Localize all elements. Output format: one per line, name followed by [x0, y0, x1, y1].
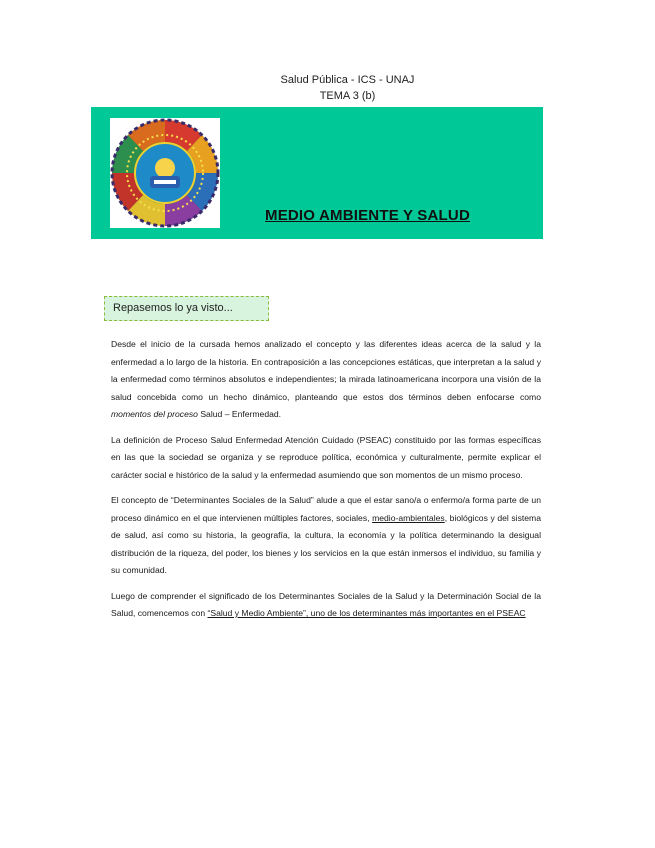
title-banner: [91, 107, 543, 239]
topic-title: TEMA 3 (b): [319, 90, 376, 102]
paragraph-health-concept: Desde el inicio de la cursada hemos analizado el concepto y las diferentes ideas acerca de la salud y la enfermedad a lo largo de la historia. En contraposición a las concepciones estáticas, que interpretan a la salud y la enfermedad como términos absolutos e independientes; la mirada latinoamericana incorpora una visión de la salud concebida como un hecho dinámico, planteando que estos dos términos deben enfocarse como momentos del proceso Salud – Enfermedad.: [111, 339, 541, 419]
review-callout: [104, 296, 269, 321]
paragraph-social-determinants: El concepto de “Determinantes Sociales de la Salud” alude a que el estar sano/a o enfermo/a forma parte de un proceso dinámico en el que intervienen múltiples factores, sociales, medio-ambientales, biológicos y del sistema de salud, así como su historia, la geografía, la cultura, la economía y la política determinando la desigual distribución de la riqueza, del poder, los bienes y los servicios en la que están inmersos el individuo, su familia y su comunidad.: [111, 495, 541, 575]
review-callout-label: Repasemos lo ya visto...: [113, 302, 233, 314]
university-logo-icon: [110, 118, 220, 228]
body-text: [111, 336, 541, 631]
underlined-emphasis: “Salud y Medio Ambiente”, uno de los determinantes más importantes en el PSEAC: [207, 608, 526, 618]
document-header: [0, 72, 655, 104]
underlined-term: medio-ambientales: [372, 512, 445, 523]
paragraph-pseac-definition: La definición de Proceso Salud Enfermedad Atención Cuidado (PSEAC) constituido por las formas específicas en las que la sociedad se organiza y se reproduce política, económica y culturalmente, permite explicar el carácter social e histórico de la salud y la enfermedad asumiendo que son momentos de un mismo proceso.: [111, 434, 541, 480]
course-title: Salud Pública - ICS - UNAJ: [280, 74, 415, 86]
document-title: MEDIO AMBIENTE Y SALUD: [265, 207, 470, 224]
paragraph-health-environment: Luego de comprender el significado de los Determinantes Sociales de la Salud y la Determinación Social de la Salud, comencemos con “Salud y Medio Ambiente”, uno de los determinantes más importantes en el PSEAC: [111, 590, 541, 618]
italic-term: momentos del proceso: [111, 409, 198, 419]
